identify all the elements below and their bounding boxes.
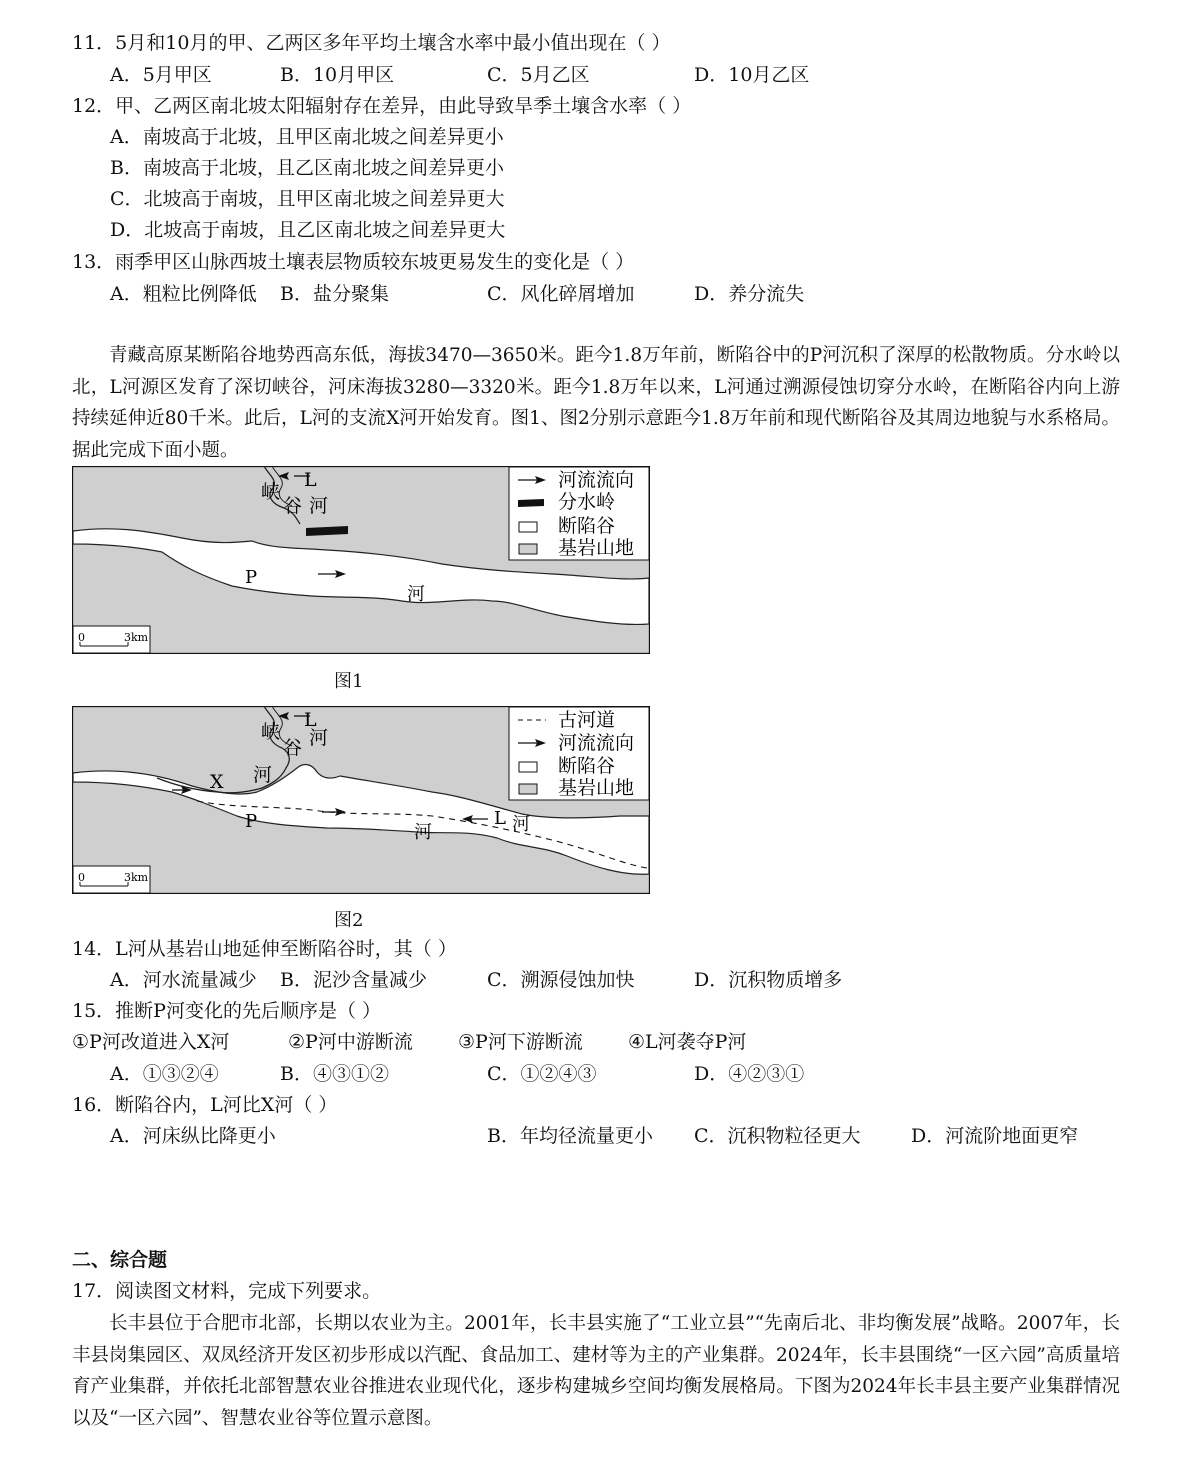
section-heading: 二、综合题 (72, 1249, 168, 1271)
fig2-legend-flow: 河流流向 (558, 732, 635, 754)
fig2-label-x: X (210, 771, 224, 793)
q12-option-c: C．北坡高于南坡，且甲区南北坡之间差异更大 (110, 188, 505, 210)
q14-stem: 14．L河从基岩山地延伸至断陷谷时，其（ ） (72, 938, 457, 960)
fig1-label-he-p: 河 (407, 584, 425, 605)
fig2-label-he-l: 河 (309, 727, 329, 749)
fig2-label-he-x: 河 (253, 764, 273, 786)
q12-option-d: D．北坡高于南坡，且乙区南北坡之间差异更大 (110, 219, 506, 241)
q14-option-d: D．沉积物质增多 (694, 969, 843, 991)
q15-stem: 15．推断P河变化的先后顺序是（ ） (72, 1000, 382, 1022)
figure1-caption: 图1 (334, 671, 364, 692)
fig1-legend-bedrock: 基岩山地 (558, 537, 635, 559)
q16-option-b: B．年均径流量更小 (487, 1125, 653, 1147)
q15-option-d: D．④②③① (694, 1063, 805, 1085)
q12-option-b: B．南坡高于北坡，且乙区南北坡之间差异更小 (110, 157, 504, 179)
q12-option-a: A．南坡高于北坡，且甲区南北坡之间差异更小 (110, 126, 504, 148)
fig2-label-p: P (245, 811, 258, 832)
fig1-scale-zero: 0 (78, 631, 85, 644)
fig2-label-l: L (304, 709, 317, 731)
q12-stem: 12．甲、乙两区南北坡太阳辐射存在差异，由此导致旱季土壤含水率（ ） (72, 95, 692, 117)
q13-option-c: C．风化碎屑增加 (487, 283, 635, 305)
fig1-label-gu: 谷 (283, 495, 303, 517)
q14-option-c: C．溯源侵蚀加快 (487, 969, 635, 991)
fig2-label-l2: L (494, 808, 506, 829)
q15-option-b: B．④③①② (280, 1063, 389, 1085)
fig2-label-he-p: 河 (414, 822, 432, 843)
q15-item-2: ②P河中游断流 (288, 1031, 413, 1053)
fig2-legend-bedrock: 基岩山地 (558, 777, 635, 799)
fig2-legend (509, 707, 649, 800)
fig1-legend-flow: 河流流向 (558, 469, 635, 491)
fig2-legend-ancient: 古河道 (558, 709, 616, 731)
fig1-label-l: L (304, 469, 317, 491)
q15-option-c: C．①②④③ (487, 1063, 597, 1085)
passage: 青藏高原某断陷谷地势西高东低，海拔3470—3650米。距今1.8万年前，断陷谷中的P河沉积了深厚的松散物质。分水岭以北，L河源区发育了深切峡谷，河床海拔3280—3320米。距今1.8万年以来，L河通过溯源侵蚀切穿分水岭，在断陷谷内向上游持续延伸近80千米。此后，L河的支流X河开始发育。图1、图2分别示意距今1.8万年前和现代断陷谷及其周边地貌与水系格局。据此完成下面小题。 (72, 345, 1120, 461)
fig1-label-he-l: 河 (309, 495, 329, 517)
q11-option-c: C．5月乙区 (487, 64, 590, 86)
q13-option-a: A．粗粒比例降低 (110, 283, 257, 305)
fig2-label-gu: 谷 (283, 737, 303, 759)
fig2-scale-zero: 0 (78, 871, 85, 884)
q15-item-1: ①P河改道进入X河 (72, 1031, 230, 1053)
q16-option-c: C．沉积物粒径更大 (694, 1125, 861, 1147)
figure2-map (72, 706, 650, 894)
q13-stem: 13．雨季甲区山脉西坡土壤表层物质较东坡更易发生的变化是（ ） (72, 251, 635, 273)
q11-stem: 11．5月和10月的甲、乙两区多年平均土壤含水率中最小值出现在（ ） (72, 32, 671, 54)
fig1-legend-divide: 分水岭 (558, 491, 616, 513)
q15-item-3: ③P河下游断流 (458, 1031, 583, 1053)
q13-option-d: D．养分流失 (694, 283, 805, 305)
q17-material: 长丰县位于合肥市北部，长期以农业为主。2001年，长丰县实施了“工业立县”“先南后北、非均衡发展”战略。2007年，长丰县岗集园区、双凤经济开发区初步形成以汽配、食品加工、建材等为主的产业集群。2024年，长丰县围绕“一区六园”高质量培育产业集群，并依托北部智慧农业谷推进农业现代化，逐步构建城乡空间均衡发展格局。下图为2024年长丰县主要产业集群情况以及“一区六园”、智慧农业谷等位置示意图。 (72, 1313, 1120, 1429)
q14-option-b: B．泥沙含量减少 (280, 969, 427, 991)
q17-stem: 17．阅读图文材料，完成下列要求。 (72, 1280, 382, 1302)
q14-option-a: A．河水流量减少 (110, 969, 257, 991)
fig1-label-p: P (245, 567, 258, 588)
q11-option-b: B．10月甲区 (280, 64, 395, 86)
fig1-scale-bar (73, 626, 150, 653)
fig1-legend-valley: 断陷谷 (558, 515, 616, 537)
q13-option-b: B．盐分聚集 (280, 283, 389, 305)
fig1-scale-dist: 3km (124, 631, 149, 644)
fig1-label-xia: 峡 (261, 481, 281, 503)
q15-option-a: A．①③②④ (110, 1063, 219, 1085)
fig2-legend-valley: 断陷谷 (558, 755, 616, 777)
figure1-map (72, 466, 650, 654)
q16-stem: 16．断陷谷内，L河比X河（ ） (72, 1094, 338, 1116)
fig1-legend (509, 467, 649, 560)
fig2-label-he-l2: 河 (512, 814, 530, 835)
q11-option-d: D．10月乙区 (694, 64, 810, 86)
q11-option-a: A．5月甲区 (110, 64, 212, 86)
figure2-caption: 图2 (334, 910, 364, 931)
q16-option-a: A．河床纵比降更小 (110, 1125, 276, 1147)
fig2-label-xia: 峡 (261, 721, 281, 743)
fig2-scale-dist: 3km (124, 871, 149, 884)
q15-item-4: ④L河袭夺P河 (628, 1031, 747, 1053)
q16-option-d: D．河流阶地面更窄 (911, 1125, 1079, 1147)
fig2-scale-bar (73, 866, 150, 893)
